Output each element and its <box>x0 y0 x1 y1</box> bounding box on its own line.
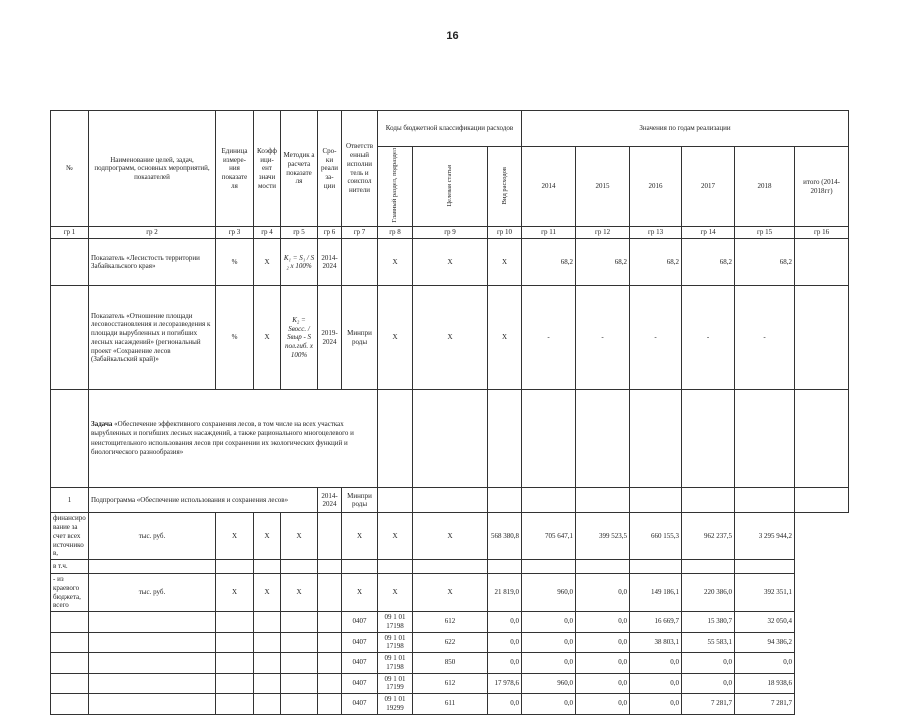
code-expense: Х <box>488 239 522 286</box>
finance-value-2016: 0,0 <box>576 673 630 694</box>
finance-responsible <box>318 574 342 612</box>
group-cell: гр 8 <box>378 227 413 239</box>
subprogram-number: 1 <box>51 488 89 513</box>
finance-value-2015: 0,0 <box>522 632 576 653</box>
group-cell: гр 2 <box>89 227 216 239</box>
finance-section-code <box>342 560 378 574</box>
finance-value-total: 3 295 944,2 <box>735 513 795 560</box>
finance-expense-code: 612 <box>413 612 488 633</box>
subprogram-responsible: Минпри роды <box>342 488 378 513</box>
indicator-responsible: Минпри роды <box>342 286 378 390</box>
indicator-unit: % <box>216 239 254 286</box>
finance-value-2015: 960,0 <box>522 574 576 612</box>
finance-method: Х <box>254 574 281 612</box>
program-table <box>50 110 849 715</box>
finance-row <box>51 574 849 612</box>
finance-name <box>51 612 89 633</box>
header-no: № <box>51 111 89 227</box>
header-responsible: Ответств енный исполни тель и соиспол нители <box>342 111 378 227</box>
finance-term <box>281 694 318 715</box>
finance-responsible <box>318 612 342 633</box>
header-section: Главный раздел, подраздел <box>378 147 413 227</box>
task-text <box>89 390 378 488</box>
finance-coef <box>216 673 254 694</box>
group-cell: гр 1 <box>51 227 89 239</box>
finance-term <box>281 612 318 633</box>
group-cell: гр 5 <box>281 227 318 239</box>
finance-coef: Х <box>216 574 254 612</box>
header-year-2015: 2015 <box>576 147 630 227</box>
finance-section-code: Х <box>342 513 378 560</box>
finance-unit <box>89 673 216 694</box>
finance-value-2014: 0,0 <box>488 632 522 653</box>
finance-value-2017: 149 186,1 <box>630 574 682 612</box>
code-expense: Х <box>488 286 522 390</box>
finance-value-total: 32 050,4 <box>735 612 795 633</box>
group-cell: гр 3 <box>216 227 254 239</box>
header-year-2017: 2017 <box>682 147 735 227</box>
finance-method <box>254 612 281 633</box>
finance-responsible <box>318 653 342 674</box>
finance-unit: тыс. руб. <box>89 574 216 612</box>
group-cell: гр 13 <box>630 227 682 239</box>
subprogram-term: 2014-2024 <box>318 488 342 513</box>
value-2016: 68,2 <box>630 239 682 286</box>
finance-term: Х <box>281 574 318 612</box>
finance-value-2015: 0,0 <box>522 612 576 633</box>
finance-name <box>51 653 89 674</box>
finance-coef <box>216 612 254 633</box>
finance-value-2016 <box>576 560 630 574</box>
finance-term <box>281 632 318 653</box>
finance-responsible <box>318 513 342 560</box>
finance-value-2017: 0,0 <box>630 694 682 715</box>
finance-value-2014: 568 380,8 <box>488 513 522 560</box>
group-cell: гр 10 <box>488 227 522 239</box>
finance-unit: тыс. руб. <box>89 513 216 560</box>
finance-coef <box>216 653 254 674</box>
finance-value-2014: 0,0 <box>488 694 522 715</box>
subprogram-row <box>51 488 849 513</box>
finance-section-code: 0407 <box>342 612 378 633</box>
finance-row <box>51 560 849 574</box>
finance-target-code: Х <box>378 513 413 560</box>
indicator-formula: K₁ = S₁ / S ₂ x 100% <box>281 239 318 286</box>
header-coef: Коэфф ици-ент значи мости <box>254 111 281 227</box>
finance-value-2015: 960,0 <box>522 673 576 694</box>
indicator-formula: K₂ = Sвосс. / Sвыр - S пол.гиб. x 100% <box>281 286 318 390</box>
finance-value-2018: 15 380,7 <box>682 612 735 633</box>
value-2014: - <box>522 286 576 390</box>
finance-method <box>254 694 281 715</box>
value-2017: - <box>682 286 735 390</box>
finance-expense-code: Х <box>413 513 488 560</box>
finance-row <box>51 673 849 694</box>
finance-method: Х <box>254 513 281 560</box>
finance-row <box>51 653 849 674</box>
indicator-forest-cover-row <box>51 239 849 286</box>
finance-value-total: 392 351,1 <box>735 574 795 612</box>
finance-target-code: 09 1 01 17198 <box>378 632 413 653</box>
finance-term: Х <box>281 513 318 560</box>
finance-value-2016: 0,0 <box>576 694 630 715</box>
value-2014: 68,2 <box>522 239 576 286</box>
finance-row <box>51 632 849 653</box>
header-name: Наименование целей, задач, подпрограмм, основных мероприятий, показателей <box>89 111 216 227</box>
finance-coef <box>216 694 254 715</box>
header-term: Сро-ки реали за-ции <box>318 111 342 227</box>
indicator-name: Показатель «Отношение площади лесовосстановления и лесоразведения к площади вырубленных и погибших лесных насаждений» (региональный проект «Сохранение лесов (Забайкальский край)» <box>89 286 216 390</box>
finance-responsible <box>318 694 342 715</box>
finance-value-total: 7 281,7 <box>735 694 795 715</box>
finance-value-2014: 21 819,0 <box>488 574 522 612</box>
value-2018: - <box>735 286 795 390</box>
finance-responsible <box>318 632 342 653</box>
finance-name: финансирование за счет всех источников, <box>51 513 89 560</box>
finance-coef <box>216 632 254 653</box>
finance-row <box>51 513 849 560</box>
finance-value-total: 0,0 <box>735 653 795 674</box>
finance-method <box>254 560 281 574</box>
finance-value-2018: 962 237,5 <box>682 513 735 560</box>
group-cell: гр 11 <box>522 227 576 239</box>
code-section: Х <box>378 239 413 286</box>
finance-value-2018: 55 583,1 <box>682 632 735 653</box>
task-row <box>51 390 849 488</box>
finance-unit <box>89 612 216 633</box>
finance-target-code: 09 1 01 17198 <box>378 653 413 674</box>
finance-row <box>51 694 849 715</box>
code-target: Х <box>413 239 488 286</box>
group-cell: гр 16 <box>795 227 849 239</box>
finance-value-2014: 0,0 <box>488 653 522 674</box>
finance-section-code: 0407 <box>342 694 378 715</box>
finance-term <box>281 560 318 574</box>
finance-value-total <box>735 560 795 574</box>
group-cell: гр 12 <box>576 227 630 239</box>
indicator-reforestation-row <box>51 286 849 390</box>
finance-value-2017: 0,0 <box>630 653 682 674</box>
code-target: Х <box>413 286 488 390</box>
finance-section-code: 0407 <box>342 673 378 694</box>
group-cell: гр 14 <box>682 227 735 239</box>
finance-value-2016: 0,0 <box>576 612 630 633</box>
finance-name <box>51 694 89 715</box>
finance-value-total: 18 938,6 <box>735 673 795 694</box>
value-total <box>795 286 849 390</box>
finance-value-2016: 0,0 <box>576 653 630 674</box>
finance-value-2015: 705 647,1 <box>522 513 576 560</box>
finance-value-2018 <box>682 560 735 574</box>
finance-target-code: 09 1 01 19299 <box>378 694 413 715</box>
finance-row <box>51 612 849 633</box>
finance-value-2018: 7 281,7 <box>682 694 735 715</box>
value-2017: 68,2 <box>682 239 735 286</box>
finance-coef: Х <box>216 513 254 560</box>
finance-value-2016: 0,0 <box>576 574 630 612</box>
group-cell: гр 4 <box>254 227 281 239</box>
finance-value-2015: 0,0 <box>522 694 576 715</box>
finance-responsible <box>318 673 342 694</box>
finance-term <box>281 673 318 694</box>
header-year-2018: 2018 <box>735 147 795 227</box>
finance-expense-code: Х <box>413 574 488 612</box>
task-description: «Обеспечение эффективного сохранения лесов, в том числе на всех участках вырубленных и погибших лесных насаждений, а также рационального многоцелевого и неистощительного использования лесов при сохранении их экологических функций и биологического разнообразия» <box>91 419 354 457</box>
finance-target-code <box>378 560 413 574</box>
finance-coef <box>216 560 254 574</box>
finance-value-2018: 220 386,0 <box>682 574 735 612</box>
finance-expense-code: 850 <box>413 653 488 674</box>
finance-term <box>281 653 318 674</box>
finance-method <box>254 653 281 674</box>
header-target: Целевая статья <box>413 147 488 227</box>
finance-method <box>254 632 281 653</box>
subprogram-name: Подпрограмма «Обеспечение использования и сохранения лесов» <box>89 488 318 513</box>
indicator-name: Показатель «Лесистость территории Забайкальского края» <box>89 239 216 286</box>
header-year-2016: 2016 <box>630 147 682 227</box>
finance-responsible <box>318 560 342 574</box>
header-method: Методик а расчета показате ля <box>281 111 318 227</box>
value-2015: - <box>576 286 630 390</box>
header-year-total: итого (2014-2018гг) <box>795 147 849 227</box>
finance-name: - из краевого бюджета, всего <box>51 574 89 612</box>
finance-value-2016: 0,0 <box>576 632 630 653</box>
finance-unit <box>89 694 216 715</box>
finance-name: в т.ч. <box>51 560 89 574</box>
header-year-2014: 2014 <box>522 147 576 227</box>
finance-name <box>51 632 89 653</box>
finance-section-code: 0407 <box>342 632 378 653</box>
finance-unit <box>89 560 216 574</box>
finance-target-code: 09 1 01 17199 <box>378 673 413 694</box>
finance-value-2017: 16 669,7 <box>630 612 682 633</box>
finance-value-2017: 0,0 <box>630 673 682 694</box>
finance-value-2018: 0,0 <box>682 653 735 674</box>
finance-section-code: 0407 <box>342 653 378 674</box>
finance-value-2016: 399 523,5 <box>576 513 630 560</box>
finance-unit <box>89 653 216 674</box>
group-row <box>51 227 849 239</box>
page-number: 16 <box>446 30 459 42</box>
finance-value-2017: 660 155,3 <box>630 513 682 560</box>
header-unit: Единица измере-ния показате ля <box>216 111 254 227</box>
value-total <box>795 239 849 286</box>
finance-expense-code: 611 <box>413 694 488 715</box>
header-budget-codes: Коды бюджетной классификации расходов <box>378 111 522 147</box>
value-2016: - <box>630 286 682 390</box>
indicator-term: 2019-2024 <box>318 286 342 390</box>
finance-section-code: Х <box>342 574 378 612</box>
indicator-unit: % <box>216 286 254 390</box>
finance-expense-code: 622 <box>413 632 488 653</box>
finance-value-2014: 0,0 <box>488 612 522 633</box>
group-cell: гр 7 <box>342 227 378 239</box>
finance-value-2014: 17 978,6 <box>488 673 522 694</box>
header-expense: Вид расходов <box>488 147 522 227</box>
finance-unit <box>89 632 216 653</box>
finance-value-2015: 0,0 <box>522 653 576 674</box>
finance-expense-code <box>413 560 488 574</box>
indicator-responsible <box>342 239 378 286</box>
finance-value-2018: 0,0 <box>682 673 735 694</box>
finance-expense-code: 612 <box>413 673 488 694</box>
group-cell: гр 9 <box>413 227 488 239</box>
finance-target-code: 09 1 01 17198 <box>378 612 413 633</box>
group-cell: гр 15 <box>735 227 795 239</box>
finance-value-2014 <box>488 560 522 574</box>
finance-value-2017 <box>630 560 682 574</box>
task-label: Задача <box>91 419 113 428</box>
indicator-coef: Х <box>254 239 281 286</box>
group-cell: гр 6 <box>318 227 342 239</box>
value-2015: 68,2 <box>576 239 630 286</box>
finance-value-2017: 38 803,1 <box>630 632 682 653</box>
header-row-1 <box>51 111 849 147</box>
indicator-coef: Х <box>254 286 281 390</box>
finance-method <box>254 673 281 694</box>
value-2018: 68,2 <box>735 239 795 286</box>
finance-value-2015 <box>522 560 576 574</box>
header-values: Значения по годам реализации <box>522 111 849 147</box>
indicator-term: 2014-2024 <box>318 239 342 286</box>
finance-target-code: Х <box>378 574 413 612</box>
finance-name <box>51 673 89 694</box>
finance-rows <box>51 513 849 714</box>
code-section: Х <box>378 286 413 390</box>
finance-value-total: 94 386,2 <box>735 632 795 653</box>
